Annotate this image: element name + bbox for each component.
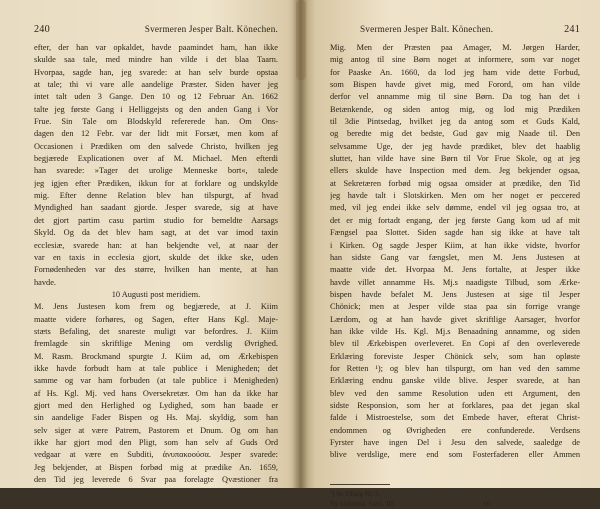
text-line: det er mig fortadt engang, der jeg første Gang kom ud af mit: [330, 215, 580, 225]
text-line: selvsamme Uge, der jeg havde prædiket, blev det haablig: [330, 141, 580, 151]
text-line: han svarede: »Tager det urolige Menneske bort«, talede: [34, 166, 278, 176]
text-line: han ikke vilde Hs. Kgl. Mj.s Benaadning annamme, og siden: [330, 326, 580, 336]
text-line: i Kirken. Og sagde Jesper Kiim, at han ikke vidste, hvorfor: [330, 240, 580, 250]
text-line: ikke havde forbudt ham at tale publice i Menigheden; det: [34, 363, 278, 373]
text-line: Chönick; men at Jesper vilde staa paa sin forrige vrange: [330, 302, 580, 312]
text-line: endommen og Øvrigheden ere confunderede. Verdsens: [330, 425, 580, 435]
signature-right: 16: [483, 499, 490, 508]
text-line: Frue. Sin Tale om Blodskyld refererede han. Om Ons-: [34, 117, 278, 127]
text-line: Betænkende, og siden antog mig, og lod mig Prædiken: [330, 104, 580, 114]
text-line: Skyld. Og da det blev ham sagt, at det var imod taxin: [34, 228, 278, 238]
text-line: fremlagde sin skriftlige Mening om verdslig Øvrighed.: [34, 339, 278, 349]
text-line: M. Rasm. Brockmand spurgte J. Kiim ad, om Ærkebispen: [34, 351, 278, 361]
right-body-text: [330, 42, 580, 462]
text-line: Occasionen i Prædiken om den salvede Christo, hvilken jeg: [34, 141, 278, 151]
text-line: mig. Efter denne Relation blev han tilspurgt, af hvad: [34, 191, 278, 201]
text-line: dagen den 12 Febr. var der lidt mit Forsæt, men kom af: [34, 129, 278, 139]
text-line: sidste Responsion, som her at forklares, paa det jegan skal: [330, 400, 580, 410]
text-line: jeg igjen efter Prædiken, ikkun for at forklare og undskylde: [34, 178, 278, 188]
text-line: at Sekretæren forbød mig ogsaa omsider at prædike, den Tid: [330, 178, 580, 188]
text-line: bispen havde befalet M. Jens Justesen at sige til Jesper: [330, 289, 580, 299]
text-line: begjærede Explicationen over af M. Michael. Men efterdi: [34, 154, 278, 164]
text-line: sluttet, han vilde have sine Børn til Vor Frue Skole, og at jeg: [330, 154, 580, 164]
left-body-text: [34, 42, 278, 486]
text-line: den Tid jeg leverede 6 Svar paa forelagte Qvæstioner fra: [34, 475, 278, 485]
text-line: derfor vel annamme mig til sine Børn. Da tog han det i: [330, 92, 580, 102]
text-line: sin aandelige Fader Bispen og Hs. Maj. skyldig, som han: [34, 413, 278, 423]
right-running-head: Svermeren Jesper Balt. Könechen.: [360, 24, 494, 34]
text-line: ellers skulde have Inspection med dem. Jeg bekjender ogsaa,: [330, 166, 580, 176]
text-line: Fængsel paa Slottet. Siden sagde han sig ikke at have talt: [330, 228, 580, 238]
text-line: for Retten ¹); og blev han tilspurgt, om han ved den samme: [330, 363, 580, 373]
text-line: gjort med den Herlighed og Lydighed, som han baade er: [34, 400, 278, 410]
text-line: han sidste Gang var fængslet, men M. Jens Justesen at: [330, 252, 580, 262]
text-line: Erklæring foreviste Jesper Chönick selv, som han opløste: [330, 351, 580, 361]
text-line: Myndighed han saadant gjorde. Jesper svarede, sig at have: [34, 203, 278, 213]
footnote: ¹) Se Tillæg Nr. 3.: [330, 489, 381, 498]
text-line: blive verdslige, mere end som Fosterfaderen eller Ammen: [330, 450, 580, 460]
text-line: Fornødenheden var des større, hvilken han mente, at han: [34, 265, 278, 275]
left-page-number: 240: [34, 24, 50, 35]
right-page-number: 241: [564, 24, 580, 35]
text-line: til 3die Pintsedag, hvilket jeg da antog som et Guds Kald,: [330, 117, 580, 127]
text-line: var en taxis in ecclesia gjort, skulde det ikke ske, uden: [34, 252, 278, 262]
text-line: ecclesiæ, svarede han: at han bekjendte vel, at naar der: [34, 240, 278, 250]
text-line: jeg havde talt i Slotskirken. Men om her noget er peccered: [330, 191, 580, 201]
text-line: af Hs. Kgl. Mj. ved hans Oversekretær. Om han da ikke har: [34, 388, 278, 398]
text-line: at tale; thi vi vare alle aandelige Præster. Siden haver jeg: [34, 80, 278, 90]
text-line: maatte videre forhøres, og Sagen, efter Hans Kgl. Maje-: [34, 314, 278, 324]
text-line: blev til Ærkebispen overleveret. En Copi af den overleverede: [330, 339, 580, 349]
text-line: falde i Mistroestelse, som det Embede haver, efterat Christ-: [330, 413, 580, 423]
text-line: havde villet annamme Hs. Mj.s naadigste Tilbud, som Ærke-: [330, 277, 580, 287]
text-line: M. Jens Justesen kom frem og begjærede, at J. Kiim: [34, 302, 278, 312]
signature-left: Ny kirkehist. Saml. III: [330, 499, 394, 508]
right-page: [300, 0, 600, 508]
text-line: vedgaar at være en Subditi, ἀνυπακοούσα. Jesper svarede:: [34, 450, 278, 460]
text-line: med, vil jeg endei ikke selv dømme, endel vil jeg ogsaa tro, at: [330, 203, 580, 213]
text-line: talte jeg første Gang i Helliggejsts og den anden Gang i Vor: [34, 104, 278, 114]
text-line: blev ved den samme Resolution uden ett Argument, den: [330, 388, 580, 398]
section-heading: 10 Augusti post meridiem.: [111, 289, 201, 299]
text-line: maatte vide det. Hvorpaa M. Jens fortalte, at Jesper ikke: [330, 265, 580, 275]
text-line: ikke har gjort mod den Pligt, som han selv af Guds Ord: [34, 438, 278, 447]
left-page: [0, 0, 300, 488]
text-line: intet talt uden 3 Gange. Den 10 og 12 Februar An. 1662: [34, 92, 278, 102]
left-page-header: [34, 24, 278, 35]
text-line: det gjort partim casu partim studio for bemeldte Aarsags: [34, 215, 278, 225]
footnote-rule: [330, 484, 390, 485]
text-line: selv siger at være Patrem, Pastorem et Dnum. Og om han: [34, 425, 278, 435]
text-line: for Paaske An. 1660, da lod jeg ham vide dette Forbud,: [330, 67, 580, 77]
text-line: skulde saa tale, med mindre han vilde i det blaa Taarn.: [34, 55, 278, 65]
text-line: som Bispen havde givet mig, med Forord, om han vilde: [330, 80, 580, 90]
text-line: havde.: [34, 277, 57, 287]
text-line: mig antog til sine Børn noget at informere, som var noget: [330, 55, 580, 65]
text-line: Mig. Men der Præsten paa Amager, M. Jørgen Harder,: [330, 43, 580, 52]
right-page-header: [330, 24, 580, 35]
text-line: og beredte mig det bedste, Gud gav mig Naade til. Den: [330, 129, 580, 139]
left-running-head: Svermeren Jesper Balt. Könechen.: [144, 24, 278, 34]
signature-line: [330, 499, 580, 509]
text-line: samme og var ham forbuden (at tale publice i Menigheden): [34, 376, 278, 386]
text-line: Hvorpaa, sagde han, jeg svarede: at han selv burde opstaa: [34, 67, 278, 77]
text-line: stæts Befaling, det snareste muligt var befordres. J. Kiim: [34, 326, 278, 336]
text-line: Jeg bekjender, at Bispen forbød mig at prædike An. 1659,: [34, 462, 278, 472]
text-line: Erklæring endnu ganske vilde blive. Jesper svarede, at han: [330, 376, 580, 386]
text-line: efter, der han var opkaldet, havde paamindet ham, han ikke: [34, 43, 278, 52]
text-line: Lærdom, og at han havde givet skriftlige Aarsager, hvorfor: [330, 314, 580, 324]
text-line: Fyrster have ingen Del i Jesu den salvede, saaledge de: [330, 438, 580, 447]
